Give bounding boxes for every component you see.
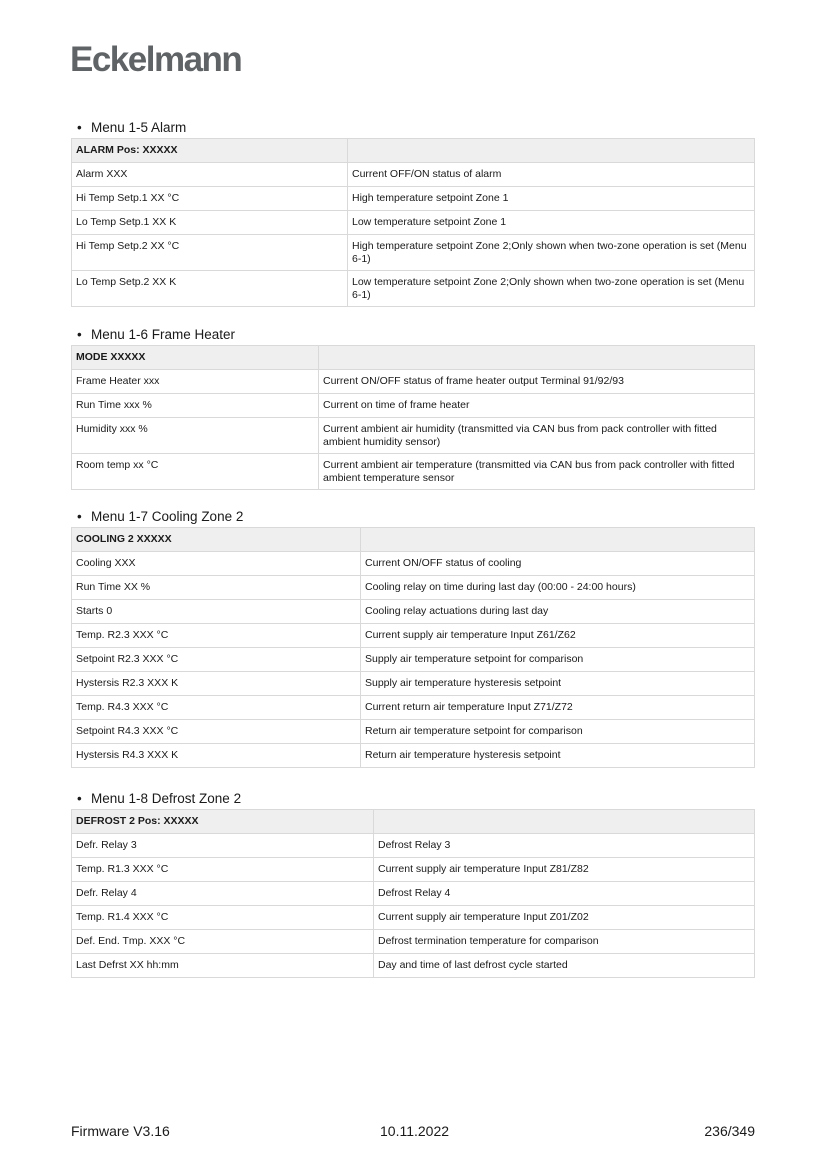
section-title: Menu 1-5 Alarm xyxy=(91,120,187,135)
section-heading xyxy=(71,509,755,525)
parameter-cell: Defr. Relay 3 xyxy=(72,834,374,858)
description-cell: Current OFF/ON status of alarm xyxy=(348,163,755,187)
table-row xyxy=(72,954,755,978)
description-cell: Low temperature setpoint Zone 2;Only shown when two-zone operation is set (Menu 6-1) xyxy=(348,271,755,307)
section-heading xyxy=(71,120,755,136)
table-row xyxy=(72,235,755,271)
table-row xyxy=(72,696,755,720)
table-row xyxy=(72,858,755,882)
parameter-cell: Def. End. Tmp. XXX °C xyxy=(72,930,374,954)
description-cell: Current ON/OFF status of cooling xyxy=(361,552,755,576)
description-cell: Defrost Relay 4 xyxy=(374,882,755,906)
table-row xyxy=(72,576,755,600)
table-row xyxy=(72,187,755,211)
parameter-cell: Temp. R4.3 XXX °C xyxy=(72,696,361,720)
header-cell xyxy=(361,528,755,552)
description-cell: Return air temperature setpoint for comparison xyxy=(361,720,755,744)
parameter-cell: Hystersis R4.3 XXX K xyxy=(72,744,361,768)
table-row xyxy=(72,370,755,394)
section-menu-1-8 xyxy=(71,791,755,978)
table-row xyxy=(72,906,755,930)
section-heading xyxy=(71,327,755,343)
table-row xyxy=(72,211,755,235)
table-row xyxy=(72,882,755,906)
table-row xyxy=(72,624,755,648)
parameter-cell: Lo Temp Setp.2 XX K xyxy=(72,271,348,307)
parameter-table xyxy=(71,345,755,490)
bullet-icon: • xyxy=(77,509,82,524)
table-row xyxy=(72,454,755,490)
bullet-icon: • xyxy=(77,791,82,806)
parameter-cell: Starts 0 xyxy=(72,600,361,624)
footer-page-number: 236/349 xyxy=(704,1123,755,1139)
table-header-row xyxy=(72,139,755,163)
description-cell: Current supply air temperature Input Z61/Z62 xyxy=(361,624,755,648)
section-menu-1-5 xyxy=(71,120,755,307)
description-cell: Current supply air temperature Input Z81/Z82 xyxy=(374,858,755,882)
table-row xyxy=(72,930,755,954)
parameter-cell: Frame Heater xxx xyxy=(72,370,319,394)
header-cell xyxy=(348,139,755,163)
parameter-cell: Hystersis R2.3 XXX K xyxy=(72,672,361,696)
description-cell: Cooling relay on time during last day (00:00 - 24:00 hours) xyxy=(361,576,755,600)
description-cell: Current on time of frame heater xyxy=(319,394,755,418)
table-row xyxy=(72,720,755,744)
table-row xyxy=(72,271,755,307)
description-cell: Cooling relay actuations during last day xyxy=(361,600,755,624)
description-cell: Current ambient air temperature (transmitted via CAN bus from pack controller with fitted ambient temperature sensor xyxy=(319,454,755,490)
table-row xyxy=(72,648,755,672)
parameter-table xyxy=(71,527,755,768)
table-header-row xyxy=(72,810,755,834)
table-row xyxy=(72,600,755,624)
header-cell: DEFROST 2 Pos: XXXXX xyxy=(72,810,374,834)
bullet-icon: • xyxy=(77,120,82,135)
header-cell: ALARM Pos: XXXXX xyxy=(72,139,348,163)
header-cell: MODE XXXXX xyxy=(72,346,319,370)
footer-firmware: Firmware V3.16 xyxy=(71,1123,170,1139)
description-cell: Defrost termination temperature for comparison xyxy=(374,930,755,954)
parameter-cell: Cooling XXX xyxy=(72,552,361,576)
description-cell: Current return air temperature Input Z71/Z72 xyxy=(361,696,755,720)
description-cell: Low temperature setpoint Zone 1 xyxy=(348,211,755,235)
parameter-cell: Hi Temp Setp.2 XX °C xyxy=(72,235,348,271)
description-cell: Current supply air temperature Input Z01/Z02 xyxy=(374,906,755,930)
parameter-cell: Last Defrst XX hh:mm xyxy=(72,954,374,978)
header-cell xyxy=(319,346,755,370)
header-cell: COOLING 2 XXXXX xyxy=(72,528,361,552)
table-row xyxy=(72,744,755,768)
parameter-cell: Lo Temp Setp.1 XX K xyxy=(72,211,348,235)
parameter-cell: Temp. R2.3 XXX °C xyxy=(72,624,361,648)
parameter-cell: Run Time XX % xyxy=(72,576,361,600)
eckelmann-logo: Eckelmann xyxy=(70,40,242,79)
parameter-cell: Temp. R1.3 XXX °C xyxy=(72,858,374,882)
table-row xyxy=(72,418,755,454)
parameter-cell: Hi Temp Setp.1 XX °C xyxy=(72,187,348,211)
description-cell: Day and time of last defrost cycle started xyxy=(374,954,755,978)
description-cell: Return air temperature hysteresis setpoint xyxy=(361,744,755,768)
bullet-icon: • xyxy=(77,327,82,342)
description-cell: Supply air temperature hysteresis setpoint xyxy=(361,672,755,696)
description-cell: Supply air temperature setpoint for comparison xyxy=(361,648,755,672)
table-row xyxy=(72,834,755,858)
table-header-row xyxy=(72,346,755,370)
table-row xyxy=(72,552,755,576)
table-row xyxy=(72,672,755,696)
section-menu-1-7 xyxy=(71,509,755,768)
description-cell: Defrost Relay 3 xyxy=(374,834,755,858)
parameter-cell: Setpoint R2.3 XXX °C xyxy=(72,648,361,672)
description-cell: Current ON/OFF status of frame heater output Terminal 91/92/93 xyxy=(319,370,755,394)
description-cell: High temperature setpoint Zone 2;Only shown when two-zone operation is set (Menu 6-1) xyxy=(348,235,755,271)
parameter-table xyxy=(71,138,755,307)
table-row xyxy=(72,163,755,187)
parameter-cell: Setpoint R4.3 XXX °C xyxy=(72,720,361,744)
footer-date: 10.11.2022 xyxy=(380,1123,450,1139)
section-menu-1-6 xyxy=(71,327,755,490)
section-title: Menu 1-7 Cooling Zone 2 xyxy=(91,509,244,524)
table-header-row xyxy=(72,528,755,552)
parameter-table xyxy=(71,809,755,978)
description-cell: Current ambient air humidity (transmitted via CAN bus from pack controller with fitted ambient humidity sensor) xyxy=(319,418,755,454)
parameter-cell: Humidity xxx % xyxy=(72,418,319,454)
header-cell xyxy=(374,810,755,834)
parameter-cell: Temp. R1.4 XXX °C xyxy=(72,906,374,930)
description-cell: High temperature setpoint Zone 1 xyxy=(348,187,755,211)
section-title: Menu 1-8 Defrost Zone 2 xyxy=(91,791,242,806)
parameter-cell: Alarm XXX xyxy=(72,163,348,187)
table-row xyxy=(72,394,755,418)
parameter-cell: Defr. Relay 4 xyxy=(72,882,374,906)
parameter-cell: Room temp xx °C xyxy=(72,454,319,490)
section-title: Menu 1-6 Frame Heater xyxy=(91,327,236,342)
parameter-cell: Run Time xxx % xyxy=(72,394,319,418)
section-heading xyxy=(71,791,755,807)
